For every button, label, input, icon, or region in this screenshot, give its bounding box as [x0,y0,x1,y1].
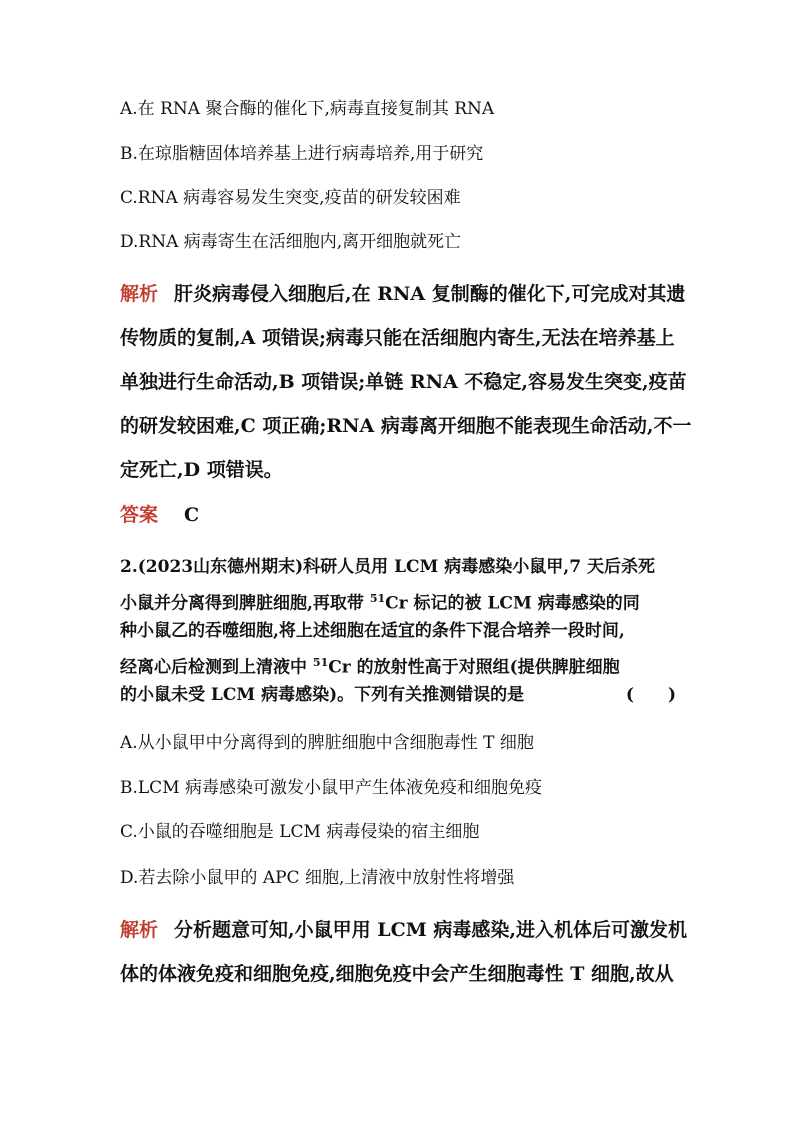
q2-option-c: C.小鼠的吞噬细胞是 LCM 病毒侵染的宿主细胞 [120,822,480,842]
q2-line-4: 经离心后检测到上清液中 $^{51}$Cr 的放射性高于对照组(提供脾脏细胞 [120,656,620,678]
q2-analysis-line: 体的体液免疫和细胞免疫,细胞免疫中会产生细胞毒性 T 细胞,故从 [120,963,674,985]
q2-line-3: 种小鼠乙的吞噬细胞,将上述细胞在适宜的条件下混合培养一段时间, [120,621,625,641]
q2-line-5: 的小鼠未受 LCM 病毒感染)。下列有关推测错误的是 ( ) [120,679,676,711]
q1-option-d: D.RNA 病毒寄生在活细胞内,离开细胞就死亡 [120,232,462,252]
q1-answer [120,500,199,530]
q1-analysis-line: 定死亡,D 项错误。 [120,459,283,481]
q1-analysis-line: 解析 肝炎病毒侵入细胞后,在 RNA 复制酶的催化下,可完成对其遗 [120,283,686,305]
analysis-label: 解析 [120,283,159,305]
q2-source: 山东德州期末 [193,557,296,577]
q1-analysis [120,272,692,492]
q2-stem [120,551,676,711]
answer-blank: ( ) [625,685,676,705]
q1-analysis-line: 传物质的复制,A 项错误;病毒只能在活细胞内寄生,无法在培养基上 [120,327,675,349]
answer-value: C [184,504,200,526]
q1-option-b: B.在琼脂糖固体培养基上进行病毒培养,用于研究 [120,144,484,164]
q2-option-d: D.若去除小鼠甲的 APC 细胞,上清液中放射性将增强 [120,868,515,888]
q1-option-c: C.RNA 病毒容易发生突变,疫苗的研发较困难 [120,188,461,208]
answer-label: 答案 [120,504,159,526]
q1-analysis-line: 的研发较困难,C 项正确;RNA 病毒离开细胞不能表现生命活动,不一 [120,415,692,437]
q2-line-2: 小鼠并分离得到脾脏细胞,再取带 $^{51}$Cr 标记的被 LCM 病毒感染的同 [120,592,640,614]
q2-analysis [120,908,687,996]
q1-option-a: A.在 RNA 聚合酶的催化下,病毒直接复制其 RNA [120,99,495,119]
q2-line-1: 2.(2023山东德州期末)科研人员用 LCM 病毒感染小鼠甲,7 天后杀死 [120,557,655,577]
q2-option-b: B.LCM 病毒感染可激发小鼠甲产生体液免疫和细胞免疫 [120,778,543,798]
analysis-label: 解析 [120,919,159,941]
q2-option-a: A.从小鼠甲中分离得到的脾脏细胞中含细胞毒性 T 细胞 [120,733,534,753]
q1-analysis-line: 单独进行生命活动,B 项错误;单链 RNA 不稳定,容易发生突变,疫苗 [120,371,687,393]
q2-analysis-line: 解析 分析题意可知,小鼠甲用 LCM 病毒感染,进入机体后可激发机 [120,919,687,941]
